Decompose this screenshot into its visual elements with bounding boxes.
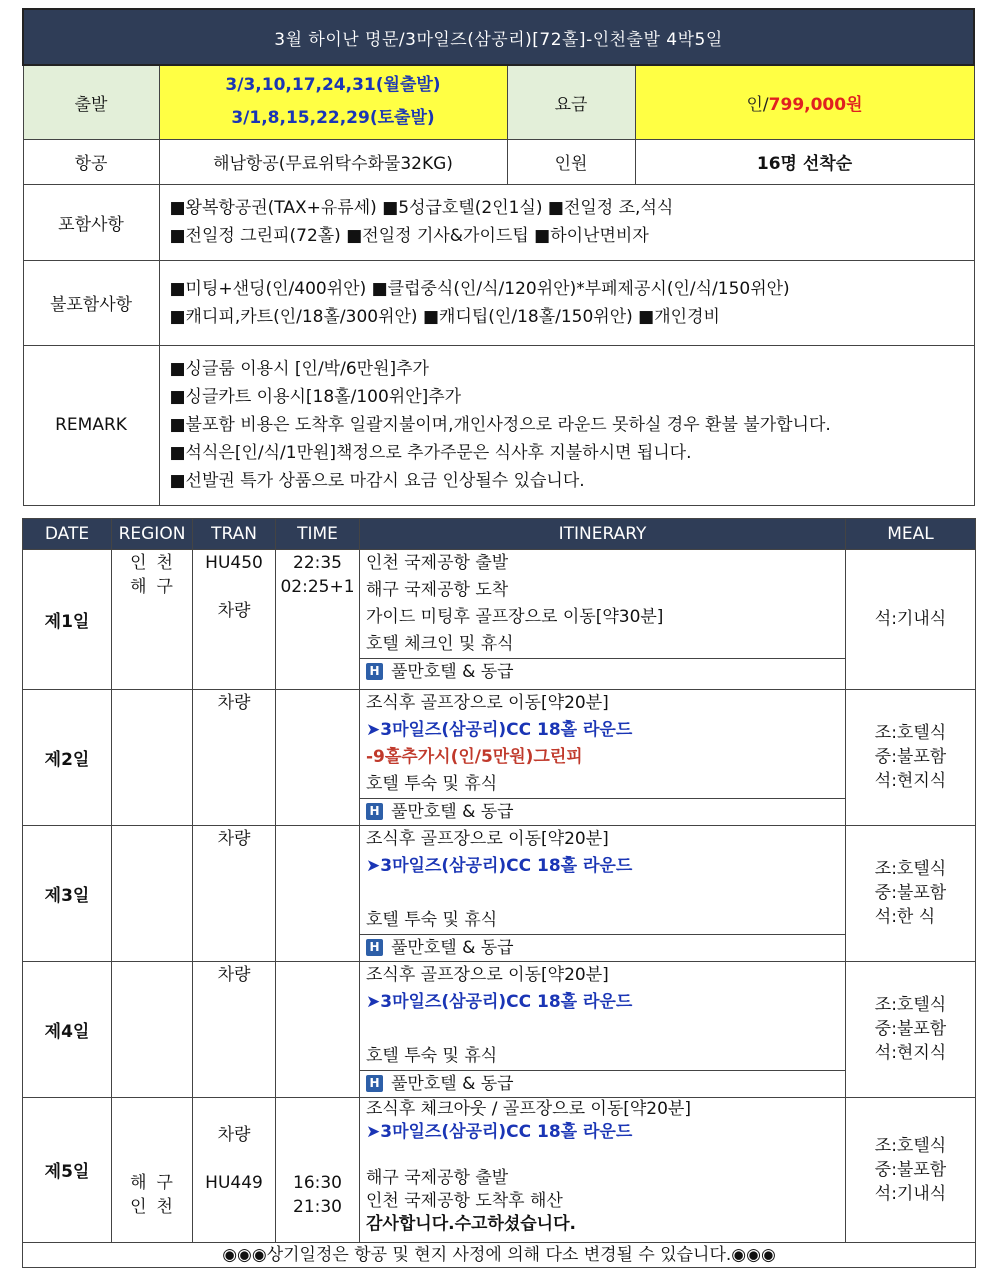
itinerary-line: 조식후 골프장으로 이동[약20분] xyxy=(366,964,609,985)
meal-text: 조:호텔식 xyxy=(874,859,947,879)
header-region: REGION xyxy=(112,518,193,549)
transport-text xyxy=(194,1099,274,1123)
itinerary-line xyxy=(360,1144,845,1167)
meal-text: 석:현지식 xyxy=(874,1043,947,1063)
time-text xyxy=(277,1147,358,1171)
tour-document xyxy=(22,8,975,1268)
meal-text: 조:호텔식 xyxy=(874,723,947,743)
remark-item: ■싱글카트 이용시[18홀/100위안]추가 xyxy=(169,387,462,407)
itinerary-cell xyxy=(360,825,846,961)
transport-cell xyxy=(193,825,276,961)
region-text: 해구 xyxy=(130,576,183,597)
itinerary-cell xyxy=(360,1097,846,1242)
header-time: TIME xyxy=(276,518,360,549)
time-text: 22:35 xyxy=(293,552,342,573)
meal-text: 석:기내식 xyxy=(874,1183,947,1204)
transport-text xyxy=(194,575,274,599)
departure-line: 3/3,10,17,24,31(월출발) xyxy=(225,75,441,96)
time-text xyxy=(277,1123,358,1147)
price-prefix: 인/ xyxy=(746,94,769,115)
included-label: 포함사항 xyxy=(23,184,159,260)
meal-list xyxy=(875,607,946,631)
itinerary-line: 호텔 체크인 및 휴식 xyxy=(366,633,514,654)
meal-text: 석:기내식 xyxy=(874,609,947,629)
itinerary-line: 해구 국제공항 출발 xyxy=(366,1167,509,1188)
region-text: 해구 xyxy=(130,1172,183,1193)
itinerary-line: 조식후 골프장으로 이동[약20분] xyxy=(366,692,609,713)
itinerary-line: -9홀추가시(인/5만원)그린피 xyxy=(366,746,583,767)
itinerary-line: ➤3마일즈(삼공리)CC 18홀 라운드 xyxy=(366,719,633,740)
meal-text: 중:불포함 xyxy=(874,1159,947,1180)
region-cell xyxy=(112,549,193,689)
itinerary-body xyxy=(23,549,976,1242)
itinerary-line: 가이드 미팅후 골프장으로 이동[약30분] xyxy=(366,606,664,627)
time-text: 21:30 xyxy=(293,1196,342,1217)
region-text xyxy=(122,1147,191,1171)
transport-text: 차량 xyxy=(217,964,251,985)
time-cell xyxy=(276,549,360,689)
region-cell xyxy=(112,961,193,1097)
hotel-name: 풀만호텔 & 동급 xyxy=(391,937,514,958)
hotel-name: 풀만호텔 & 동급 xyxy=(391,1073,514,1094)
itinerary-row xyxy=(23,689,976,825)
page-title: 3월 하이난 명문/3마일즈(삼공리)[72홀]-인천출발 4박5일 xyxy=(23,9,974,65)
hotel-line xyxy=(360,658,845,685)
itinerary-line: 조식후 체크아웃 / 골프장으로 이동[약20분] xyxy=(366,1098,691,1119)
remark-item: ■불포함 비용은 도착후 일괄지불이며,개인사정으로 라운드 못하실 경우 환불 불가합니다. xyxy=(169,415,831,435)
remark-item: ■석식은[인/식/1만원]책정으로 추가주문은 식사후 지불하시면 됩니다. xyxy=(169,443,692,463)
itinerary-line: ➤3마일즈(삼공리)CC 18홀 라운드 xyxy=(366,1121,633,1142)
included-item: ■왕복항공권(TAX+유류세) ■5성급호텔(2인1실) ■전일정 조,석식 xyxy=(169,198,674,218)
meal-cell xyxy=(846,549,976,689)
transport-cell xyxy=(193,689,276,825)
region-text: 인천 xyxy=(130,1196,183,1217)
meal-list xyxy=(875,1134,946,1206)
hotel-line xyxy=(360,798,845,825)
hotel-icon: H xyxy=(366,1075,383,1092)
remark-item: ■선발권 특가 상품으로 마감시 요금 인상될수 있습니다. xyxy=(169,471,585,491)
itinerary-line: 호텔 투숙 및 휴식 xyxy=(366,909,498,930)
day-label: 제1일 xyxy=(23,549,112,689)
itinerary-line: 인천 국제공항 도착후 해산 xyxy=(366,1190,563,1211)
remark-label: REMARK xyxy=(23,345,159,505)
included-list xyxy=(159,184,974,260)
people-value: 16명 선착순 xyxy=(635,139,974,184)
time-text: 16:30 xyxy=(293,1172,342,1193)
meal-text: 중:불포함 xyxy=(874,883,947,903)
transport-text: HU449 xyxy=(205,1172,263,1193)
itinerary-line: 호텔 투숙 및 휴식 xyxy=(366,1045,498,1066)
hotel-icon: H xyxy=(366,939,383,956)
hotel-line xyxy=(360,934,845,961)
meal-text: 중:불포함 xyxy=(874,747,947,767)
header-date: DATE xyxy=(23,518,112,549)
meal-text: 조:호텔식 xyxy=(874,995,947,1015)
meal-cell xyxy=(846,961,976,1097)
remark-item: ■싱글룸 이용시 [인/박/6만원]추가 xyxy=(169,359,429,379)
time-text xyxy=(277,1099,358,1123)
excluded-item: ■미팅+샌딩(인/400위안) ■클럽중식(인/식/120위안)*부페제공시(인/식/150위안) xyxy=(169,278,790,299)
itinerary-row xyxy=(23,961,976,1097)
itinerary-line: 감사합니다.수고하셨습니다. xyxy=(366,1213,576,1234)
meal-cell xyxy=(846,1097,976,1242)
itinerary-row xyxy=(23,825,976,961)
time-cell xyxy=(276,825,360,961)
included-item: ■전일정 그린피(72홀) ■전일정 기사&가이드팁 ■하이난면비자 xyxy=(169,226,649,246)
itinerary-line: 호텔 투숙 및 휴식 xyxy=(366,773,498,794)
summary-table xyxy=(22,8,975,506)
excluded-list xyxy=(159,260,974,345)
airline-label: 항공 xyxy=(23,139,159,184)
region-cell xyxy=(112,825,193,961)
hotel-icon: H xyxy=(366,803,383,820)
hotel-line xyxy=(360,1070,845,1097)
itinerary-row xyxy=(23,1097,976,1242)
hotel-icon: H xyxy=(366,663,383,680)
departure-line: 3/1,8,15,22,29(토출발) xyxy=(231,108,435,129)
day-label: 제5일 xyxy=(23,1097,112,1242)
departure-label: 출발 xyxy=(23,65,159,139)
meal-list xyxy=(875,721,946,793)
meal-text: 석:현지식 xyxy=(874,771,947,791)
hotel-name: 풀만호텔 & 동급 xyxy=(391,661,514,682)
meal-text: 석:한 식 xyxy=(874,907,936,927)
meal-text: 조:호텔식 xyxy=(874,1135,947,1156)
itinerary-line: ➤3마일즈(삼공리)CC 18홀 라운드 xyxy=(366,991,633,1012)
meal-cell xyxy=(846,825,976,961)
itinerary-line: 인천 국제공항 출발 xyxy=(366,552,509,573)
price-value: 799,000원 xyxy=(768,94,863,115)
day-label: 제2일 xyxy=(23,689,112,825)
transport-text xyxy=(194,1147,274,1171)
fee-label: 요금 xyxy=(507,65,635,139)
itinerary-line: ➤3마일즈(삼공리)CC 18홀 라운드 xyxy=(366,855,633,876)
itinerary-row xyxy=(23,549,976,689)
header-itinerary: ITINERARY xyxy=(360,518,846,549)
price xyxy=(635,65,974,139)
footer-note: ◉◉◉상기일정은 항공 및 현지 사정에 의해 다소 변경될 수 있습니다.◉◉◉ xyxy=(23,1242,976,1267)
transport-text: 차량 xyxy=(217,692,251,713)
itinerary-line xyxy=(360,1016,845,1043)
excluded-label: 불포함사항 xyxy=(23,260,159,345)
meal-cell xyxy=(846,689,976,825)
hotel-name: 풀만호텔 & 동급 xyxy=(391,801,514,822)
region-cell xyxy=(112,1097,193,1242)
itinerary-line xyxy=(360,880,845,907)
remark-list xyxy=(159,345,974,505)
itinerary-line: 해구 국제공항 도착 xyxy=(366,579,509,600)
itinerary-cell xyxy=(360,689,846,825)
region-text: 인천 xyxy=(130,552,183,573)
itinerary-table xyxy=(22,518,976,1268)
meal-list xyxy=(875,857,946,929)
header-tran: TRAN xyxy=(193,518,276,549)
excluded-item: ■캐디피,카트(인/18홀/300위안) ■캐디팁(인/18홀/150위안) ■개인경비 xyxy=(169,306,720,327)
region-cell xyxy=(112,689,193,825)
itinerary-line: 조식후 골프장으로 이동[약20분] xyxy=(366,828,609,849)
transport-text: 차량 xyxy=(217,828,251,849)
departure-dates xyxy=(159,65,507,139)
header-meal: MEAL xyxy=(846,518,976,549)
transport-cell xyxy=(193,961,276,1097)
itinerary-cell xyxy=(360,549,846,689)
day-label: 제3일 xyxy=(23,825,112,961)
meal-text: 중:불포함 xyxy=(874,1019,947,1039)
transport-cell xyxy=(193,1097,276,1242)
time-cell xyxy=(276,689,360,825)
time-cell xyxy=(276,961,360,1097)
time-text: 02:25+1 xyxy=(280,576,355,597)
transport-text: 차량 xyxy=(217,600,251,621)
meal-list xyxy=(875,993,946,1065)
day-label: 제4일 xyxy=(23,961,112,1097)
transport-cell xyxy=(193,549,276,689)
transport-text: 차량 xyxy=(217,1124,251,1145)
transport-text: HU450 xyxy=(205,552,263,573)
region-text xyxy=(122,1123,191,1147)
people-label: 인원 xyxy=(507,139,635,184)
itinerary-cell xyxy=(360,961,846,1097)
region-text xyxy=(122,1099,191,1123)
airline-value: 해남항공(무료위탁수화물32KG) xyxy=(159,139,507,184)
time-cell xyxy=(276,1097,360,1242)
